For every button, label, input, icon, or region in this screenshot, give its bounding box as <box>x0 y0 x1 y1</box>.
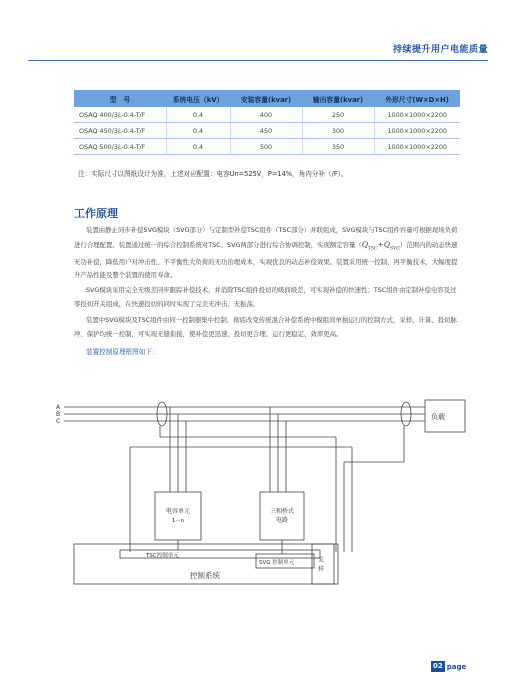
capacity-formula: $Q_{TSC}+Q_{SVG}$ <box>361 239 400 251</box>
tsc-control-label: TSC控制单元 <box>146 553 179 559</box>
phase-a-label: A <box>56 404 61 411</box>
table-cell: 350 <box>302 139 374 155</box>
table-cell: OSAQ 450/3L-0.4-T/F <box>74 123 166 139</box>
paragraph-1-part-b: ）范围内的动态快速无功补偿，降低用户对冲击性、不平衡性大负荷的无功治理成本，实现优良的动态补偿效果。装置采用统一控制、再平衡技术，大幅度提升产品性能及整个装置的使用寿命。 <box>74 240 458 279</box>
paragraph-1-part-a: 装置由静止同步补偿SVG模块（SVG部分）与定制型补偿TSC组件（TSC部分）并联组成，SVG模块与TSC组件容量可根据现场负荷进行合理配置。装置通过统一的综合控制系统对TSC、SVG两部分进行综合协调控制，实现额定容量（ <box>74 226 458 249</box>
table-cell: 0.4 <box>166 123 230 139</box>
spec-table-header-row <box>74 90 460 107</box>
table-cell: 450 <box>230 123 302 139</box>
three-phase-bridge-box <box>260 492 304 540</box>
table-cell: 300 <box>302 123 374 139</box>
page-number: 02 <box>433 662 443 670</box>
phase-b-label: B <box>56 411 61 418</box>
spec-header-installed-capacity: 安装容量(kvar) <box>230 90 302 107</box>
phase-c-label: C <box>56 418 61 425</box>
page-badge <box>431 661 466 672</box>
table-row <box>74 107 460 123</box>
sampling-label-2: 样 <box>318 566 325 573</box>
control-principle-diagram <box>50 392 470 612</box>
spec-header-dimensions: 外形尺寸(W×D×H) <box>374 90 460 107</box>
load-label: 负载 <box>431 413 445 421</box>
capacitor-unit-label: 电容单元 <box>165 508 191 515</box>
control-system-label: 控制系统 <box>190 571 220 580</box>
page-word: page <box>446 662 467 671</box>
svg-control-label: SVG 控制单元 <box>259 560 295 566</box>
spec-header-voltage: 系统电压（kV） <box>166 90 230 107</box>
table-cell: 500 <box>230 139 302 155</box>
section-title: 工作原理 <box>74 207 118 220</box>
header-title: 持续提升用户电能质量 <box>392 45 488 55</box>
paragraph-3: 装置中SVG模块及TSC组件由同一控制器集中控制，彻底改变传统混合补偿系统中模组间单独运行的控制方式，采样、计算、投切脉冲、保护均统一控制，可实现无缝衔接，使补偿更迅速、投切更合理、运行更稳定、效率更高。 <box>74 316 457 338</box>
table-cell: 0.4 <box>166 139 230 155</box>
spec-header-output-capacity: 输出容量(kvar) <box>302 90 374 107</box>
table-cell: 400 <box>230 107 302 123</box>
table-cell: 1000×1000×2200 <box>374 107 460 123</box>
table-cell: 1000×1000×2200 <box>374 123 460 139</box>
paragraph-1 <box>74 224 460 283</box>
table-note: 注：实际尺寸以图纸设计为准，上述对应配置：电容Un=525V，P=14%，角内分补（/F）。 <box>78 170 348 178</box>
table-cell: 0.4 <box>166 107 230 123</box>
table-cell: 250 <box>302 107 374 123</box>
spec-header-model: 型 号 <box>74 90 166 107</box>
diagram-caption: 装置控制原理框图如下： <box>86 348 159 356</box>
table-row <box>74 139 460 155</box>
capacitor-unit-box <box>155 492 201 540</box>
table-cell: 1000×1000×2200 <box>374 139 460 155</box>
table-cell: OSAQ 500/3L-0.4-T/F <box>74 139 166 155</box>
capacitor-unit-count: 1···n <box>171 518 185 524</box>
paragraph-2: SVG模块采用完全无级差同步跟踪补偿技术，并消除TSC组件投切的级间级差，可实现补偿的快速性；TSC组件由定制补偿电容及过零投切开关组成，在快速投切的同时实现了完美无冲击、无振荡。 <box>74 286 457 308</box>
spec-table <box>74 90 460 155</box>
bridge-label-1: 三相桥式 <box>269 508 295 515</box>
bridge-label-2: 电路 <box>275 517 289 524</box>
table-row <box>74 123 460 139</box>
sampling-label-1: 采 <box>318 557 325 564</box>
table-cell: OSAQ 400/3L-0.4-T/F <box>74 107 166 123</box>
header-rule <box>28 60 488 61</box>
